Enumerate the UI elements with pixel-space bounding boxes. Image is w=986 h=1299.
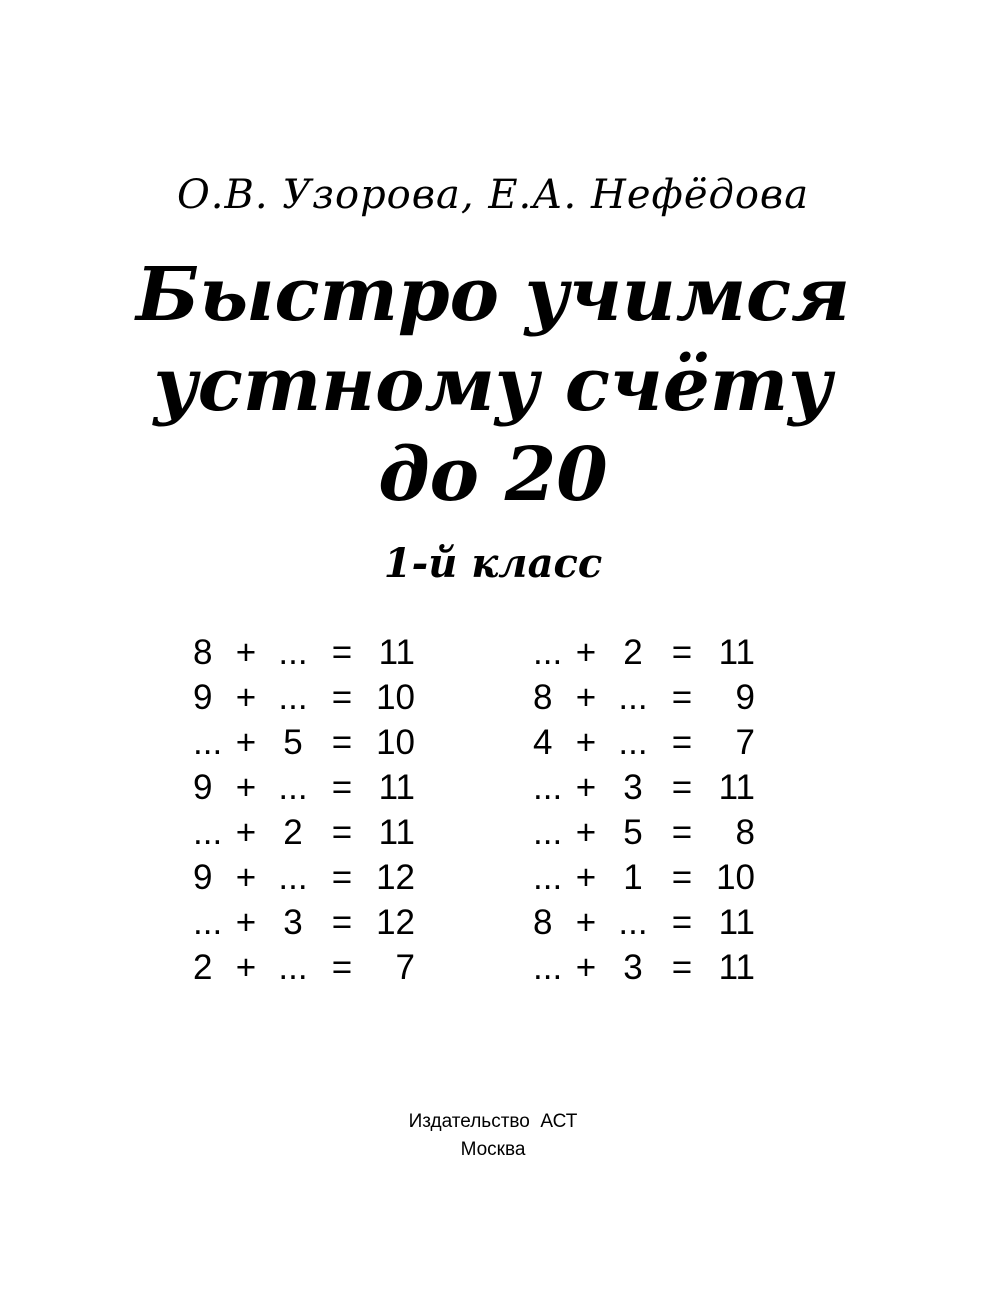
operator: + [575, 858, 597, 897]
exercise-column-right [533, 630, 773, 990]
equals-sign: = [331, 723, 353, 762]
result: 10 [376, 678, 415, 717]
result: 12 [376, 858, 415, 897]
operand-b: 3 [283, 903, 303, 942]
result: 8 [735, 813, 755, 852]
operand-a: ... [533, 813, 563, 852]
equals-sign: = [331, 948, 353, 987]
exercise-row [533, 810, 773, 855]
exercise-row [533, 900, 773, 945]
operand-b: 5 [623, 813, 643, 852]
operand-a: 8 [533, 678, 553, 717]
operand-a: ... [533, 858, 563, 897]
exercise-row [193, 855, 433, 900]
publisher-name: Издательство АСТ [408, 1111, 578, 1132]
exercise-row [193, 900, 433, 945]
exercise-row [193, 810, 433, 855]
operator: + [575, 723, 597, 762]
grade-label: 1-й класс [383, 540, 603, 587]
operand-a: ... [533, 633, 563, 672]
operand-a: ... [193, 903, 223, 942]
equals-sign: = [671, 903, 693, 942]
operand-a: ... [193, 813, 223, 852]
operator: + [575, 678, 597, 717]
authors: О.В. Узорова, Е.А. Нефёдова [176, 172, 810, 218]
result: 12 [376, 903, 415, 942]
operator: + [235, 633, 257, 672]
exercise-row [533, 630, 773, 675]
result: 11 [378, 633, 415, 672]
result: 11 [718, 633, 755, 672]
exercise-row [193, 675, 433, 720]
title-line-2: устному счёту [153, 342, 833, 428]
title-line-1: Быстро учимся [135, 252, 851, 338]
equals-sign: = [331, 768, 353, 807]
operator: + [235, 813, 257, 852]
operand-b: ... [278, 678, 308, 717]
operand-b: 5 [283, 723, 303, 762]
operand-b: 2 [623, 633, 643, 672]
operand-b: ... [278, 768, 308, 807]
result: 11 [378, 768, 415, 807]
operand-a: 4 [533, 723, 553, 762]
exercise-column-left [193, 630, 433, 990]
operator: + [575, 633, 597, 672]
exercise-row [193, 630, 433, 675]
result: 11 [718, 903, 755, 942]
exercise-row [193, 945, 433, 990]
exercise-row [533, 675, 773, 720]
equals-sign: = [331, 813, 353, 852]
result: 11 [718, 768, 755, 807]
operator: + [235, 678, 257, 717]
operand-a: 8 [533, 903, 553, 942]
operand-b: 2 [283, 813, 303, 852]
operand-a: ... [533, 948, 563, 987]
exercise-row [533, 765, 773, 810]
result: 7 [735, 723, 755, 762]
equals-sign: = [671, 813, 693, 852]
operator: + [235, 858, 257, 897]
operand-b: ... [278, 858, 308, 897]
operand-b: ... [618, 678, 648, 717]
result: 7 [395, 948, 415, 987]
publisher-city: Москва [460, 1139, 526, 1160]
result: 9 [735, 678, 755, 717]
exercise-row [533, 720, 773, 765]
equals-sign: = [671, 633, 693, 672]
operand-a: ... [533, 768, 563, 807]
equals-sign: = [331, 903, 353, 942]
exercise-row [533, 945, 773, 990]
result: 10 [716, 858, 755, 897]
operand-b: ... [278, 633, 308, 672]
operand-a: ... [193, 723, 223, 762]
operand-b: ... [618, 903, 648, 942]
operator: + [235, 903, 257, 942]
operator: + [575, 948, 597, 987]
equals-sign: = [671, 768, 693, 807]
operator: + [575, 768, 597, 807]
exercise-row [193, 720, 433, 765]
operand-a: 8 [193, 633, 213, 672]
operator: + [235, 768, 257, 807]
exercise-row [193, 765, 433, 810]
book-title [0, 250, 986, 520]
equals-sign: = [671, 858, 693, 897]
operand-b: 3 [623, 948, 643, 987]
operator: + [235, 723, 257, 762]
title-line-3: до 20 [378, 432, 608, 518]
operator: + [235, 948, 257, 987]
equals-sign: = [671, 948, 693, 987]
operand-b: ... [618, 723, 648, 762]
exercise-row [533, 855, 773, 900]
operator: + [575, 813, 597, 852]
equals-sign: = [671, 723, 693, 762]
operand-b: 1 [623, 858, 643, 897]
equals-sign: = [331, 858, 353, 897]
operand-a: 9 [193, 678, 213, 717]
operand-b: 3 [623, 768, 643, 807]
result: 11 [378, 813, 415, 852]
operand-a: 2 [193, 948, 213, 987]
equals-sign: = [331, 633, 353, 672]
operand-a: 9 [193, 858, 213, 897]
operand-a: 9 [193, 768, 213, 807]
publisher-block [0, 1108, 986, 1164]
result: 11 [718, 948, 755, 987]
equals-sign: = [671, 678, 693, 717]
result: 10 [376, 723, 415, 762]
equals-sign: = [331, 678, 353, 717]
operator: + [575, 903, 597, 942]
operand-b: ... [278, 948, 308, 987]
